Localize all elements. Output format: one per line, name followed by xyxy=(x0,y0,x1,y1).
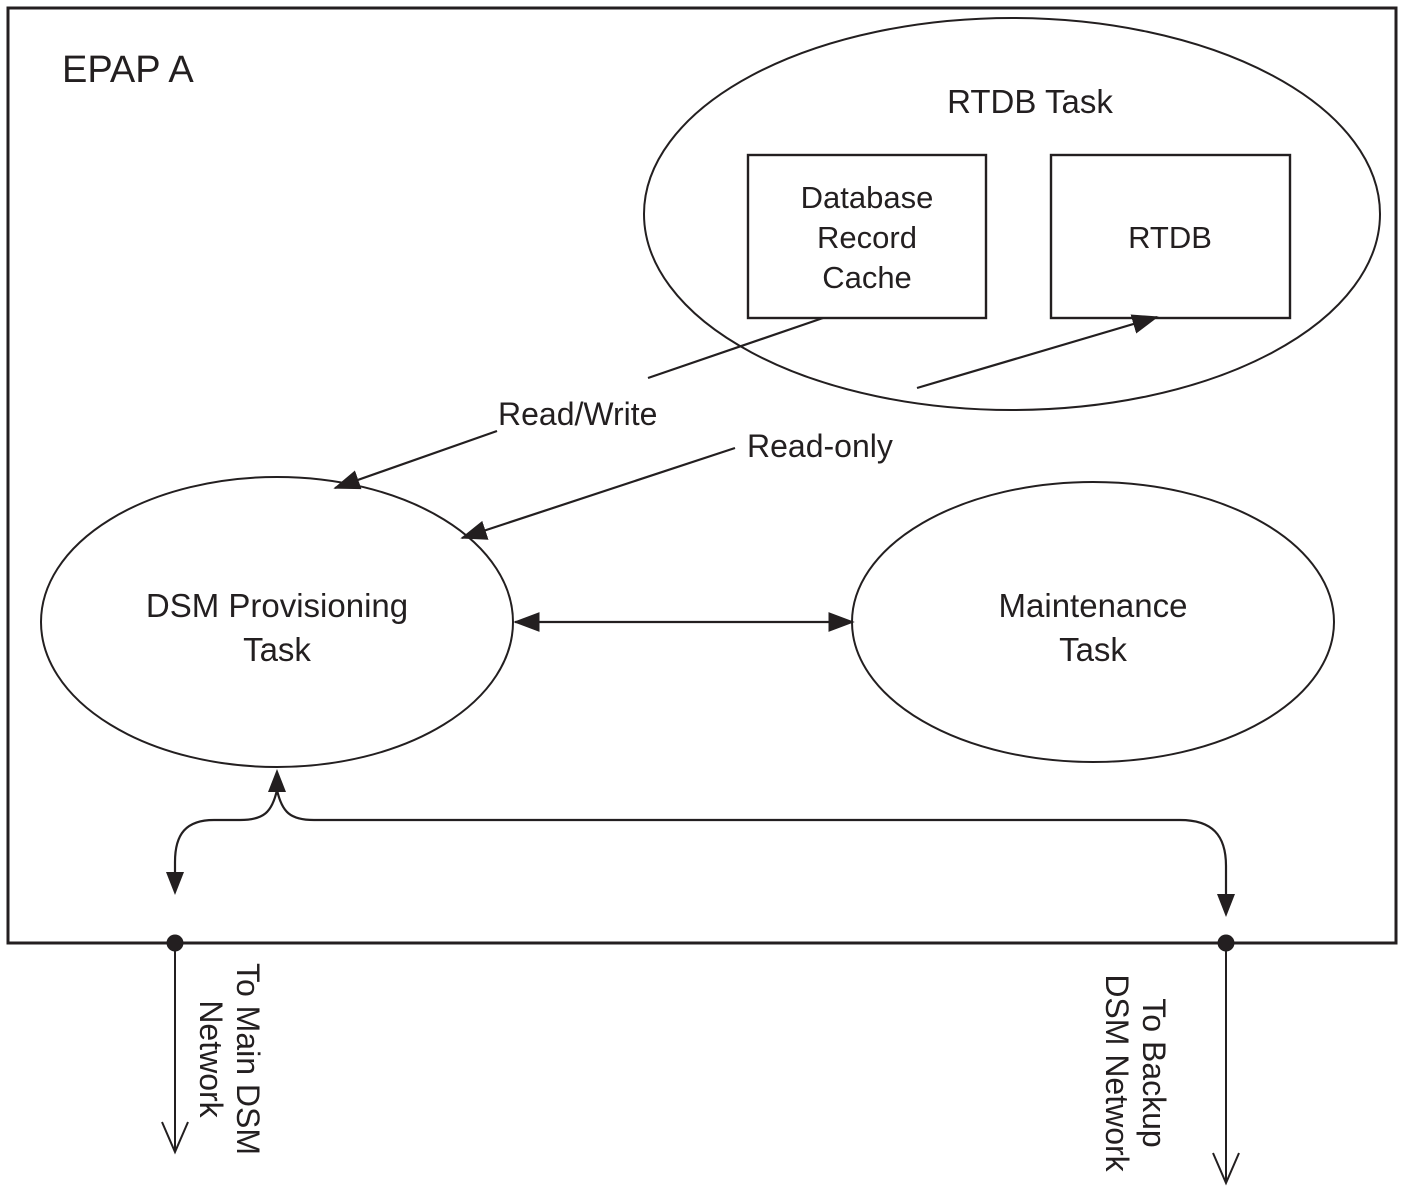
to-backup-dsm-line1: To Backup xyxy=(1136,998,1172,1148)
fork-up-arrowhead xyxy=(268,769,286,792)
to-main-dsm-line1: To Main DSM xyxy=(230,962,266,1156)
rtdb-task-label: RTDB Task xyxy=(947,83,1113,120)
fork-right-down-arrowhead xyxy=(1217,894,1235,917)
diagram-title: EPAP A xyxy=(62,49,194,91)
database-record-cache-line3: Cache xyxy=(822,260,912,295)
to-backup-dsm-connector xyxy=(1213,943,1239,1183)
fork-left-down-arrowhead xyxy=(166,872,184,895)
read-only-label: Read-only xyxy=(747,428,893,464)
read-write-label: Read/Write xyxy=(498,396,658,432)
dsm-provisioning-task-label xyxy=(146,587,408,668)
maintenance-task-label xyxy=(999,587,1188,668)
to-main-dsm-line2: Network xyxy=(193,1000,229,1118)
read-only-line-lower xyxy=(462,448,735,538)
maintenance-line2: Task xyxy=(1059,631,1127,668)
read-only-line-upper xyxy=(917,317,1157,388)
dsm-provisioning-line2: Task xyxy=(243,631,311,668)
to-backup-dsm-label xyxy=(1099,974,1172,1172)
dsm-network-fork xyxy=(166,769,1235,917)
read-write-line-upper xyxy=(648,318,823,378)
database-record-cache-line2: Record xyxy=(817,220,917,255)
rtdb-task-ellipse xyxy=(644,18,1380,410)
epap-a-boundary-box xyxy=(8,8,1396,943)
rtdb-label: RTDB xyxy=(1128,220,1212,255)
database-record-cache-line1: Database xyxy=(800,180,934,215)
fork-left-branch xyxy=(175,790,277,872)
fork-right-branch xyxy=(277,790,1226,894)
to-backup-dsm-line2: DSM Network xyxy=(1099,974,1135,1172)
read-write-line-lower xyxy=(335,431,497,488)
database-record-cache-label xyxy=(801,180,934,295)
to-main-dsm-label xyxy=(193,963,266,1155)
maintenance-line1: Maintenance xyxy=(998,587,1188,624)
to-main-dsm-connector xyxy=(162,943,188,1152)
dsm-provisioning-line1: DSM Provisioning xyxy=(145,587,409,624)
